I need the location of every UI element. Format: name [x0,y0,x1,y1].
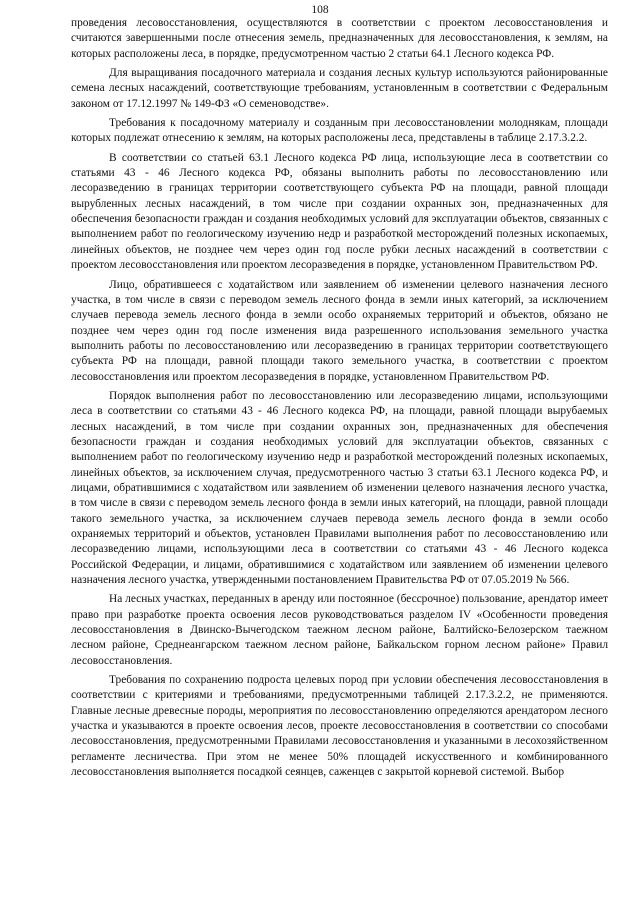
page-body [71,16,608,785]
paragraph-continuation: проведения лесовосстановления, осуществляются в соответствии с проектом лесовосстановления и считаются завершенными после отнесения земель, предназначенных для лесовосстановления, к землям, на которых расположены леса, в порядке, предусмотренном частью 2 статьи 64.1 Лесного кодекса РФ. [71,17,608,60]
paragraph-undergrowth: Требования по сохранению подроста целевых пород при условии обеспечения лесовосстановления в соответствии с критериями и требованиями, предусмотренными таблицей 2.17.3.2.2, не применяются. Главные лесные древесные породы, мероприятия по лесовосстановлению определяются арендатором лесного участка и указываются в проекте освоения лесов, проекте лесовосстановления в соответствии со способами лесовосстановления, предусмотренными Правилами лесовосстановления и указанными в лесохозяйственном регламенте лесничества. При этом не менее 50% площадей искусственного и комбинированного лесовосстановления выполняется посадкой сеянцев, саженцев с закрытой корневой системой. Выбор [71,674,608,779]
paragraph-procedure: Порядок выполнения работ по лесовосстановлению или лесоразведению лицами, использующими леса в соответствии со статьями 43 - 46 Лесного кодекса РФ, на площади, равной площади вырубаемых лесных насаждений, в том числе при создании охранных зон, предназначенных для обеспечения безопасности граждан и создания необходимых условий для эксплуатации объектов, связанных с выполнением работ по геологическому изучению недр и разработкой месторождений полезных ископаемых, линейных объектов, за исключением случая, предусмотренного частью 3 статьи 63.1 Лесного кодекса РФ, и лицами, обратившимися с ходатайством или заявлением об изменении целевого назначения лесного участка, в том числе в связи с переводом земель лесного фонда в земли иных категорий, на площади, равной площади такого земельного участка, за исключением случаев перевода земель лесного фонда в земли особо охраняемых территорий и объектов, установлен Правилами выполнения работ по лесовосстановлению или лесоразведению лицами, использующими леса в соответствии со статьями 43 - 46 Лесного кодекса Российской Федерации, и лицами, обратившимися с ходатайством или заявлением об изменении целевого назначения лесного участка, утвержденными постановлением Правительства РФ от 07.05.2019 № 566. [71,389,608,587]
paragraph-seeds: Для выращивания посадочного материала и создания лесных культур используются районированные семена лесных насаждений, соответствующие требованиям, установленным в соответствии с Федеральным законом от 17.12.1997 № 149-ФЗ «О семеноводстве». [71,67,608,110]
page-number: 108 [311,4,329,16]
paragraph-planting-requirements: Требования к посадочному материалу и созданным при лесовосстановлении молоднякам, площади которых подлежат отнесению к землям, на которых расположены леса, представлены в таблице 2.17.3.2.2. [71,117,608,145]
paragraph-land-change: Лицо, обратившееся с ходатайством или заявлением об изменении целевого назначения лесного участка, в том числе в связи с переводом земель лесного фонда в земли иных категорий, за исключением случаев перевода земель лесного фонда в земли особо охраняемых территорий и объектов, обязано не позднее чем через один год после изменения вида разрешенного использования земельного участка выполнить работы по лесовосстановлению или лесоразведению в границах территории соответствующего субъекта РФ на площади, равной площади такого земельного участка, в соответствии с проектом лесовосстановления или проектом лесоразведения в порядке, установленном Правительством РФ. [71,278,608,383]
paragraph-lease: На лесных участках, переданных в аренду или постоянное (бессрочное) пользование, арендатор имеет право при разработке проекта освоения лесов руководствоваться разделом IV «Особенности проведения лесовосстановления в Двинско-Вычегодском таежном лесном районе, Балтийско-Белозерском таежном лесном районе, Среднеангарском таежном лесном районе, Байкальском горном лесном районе» Правил лесовосстановления. [71,593,608,667]
paragraph-article-63-1: В соответствии со статьей 63.1 Лесного кодекса РФ лица, использующие леса в соответствии со статьями 43 - 46 Лесного кодекса РФ, обязаны выполнить работы по лесовосстановлению или лесоразведению в границах территории соответствующего субъекта РФ на площади, равной площади вырубленных лесных насаждений, в том числе при создании охранных зон, предназначенных для обеспечения безопасности граждан и создания необходимых условий для эксплуатации объектов, связанных с выполнением работ по геологическому изучению недр и разработкой месторождений полезных ископаемых, линейных объектов, не позднее чем через один год после рубки лесных насаждений в соответствии с проектом лесовосстановления или проектом лесоразведения в порядке, установленном Правительством РФ. [71,151,608,272]
